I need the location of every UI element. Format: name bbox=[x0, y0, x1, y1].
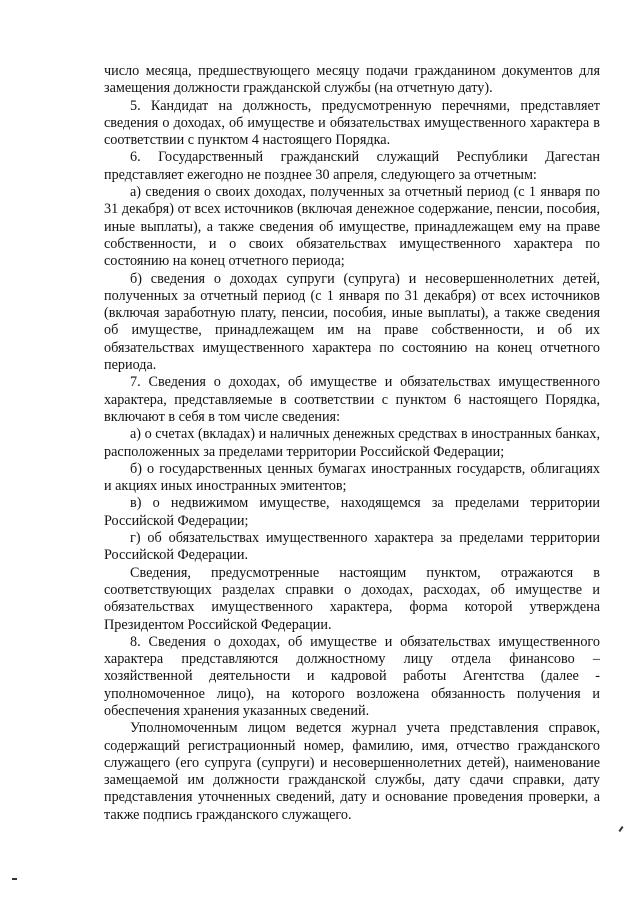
paragraph-7-note: Сведения, предусмотренные настоящим пунктом, отражаются в соответствующих разделах справки о доходах, расходах, об имуществе и обязательствах имущественного характера, форма которой утверждена Президентом Российской Федерации. bbox=[104, 564, 600, 633]
paragraph-7v: в) о недвижимом имуществе, находящемся за пределами территории Российской Федерации; bbox=[104, 495, 600, 529]
paragraph-6b: б) сведения о доходах супруги (супруга) и несовершеннолетних детей, полученных за отчетный период (с 1 января по 31 декабря) от всех источников (включая заработную плату, пенсии, пособия, иные выплаты), а также сведения об имуществе, принадлежащем им на праве собственности, и об их обязательствах имущественного характера по состоянию на конец отчетного периода. bbox=[104, 270, 600, 374]
paragraph-7b: б) о государственных ценных бумагах иностранных государств, облигациях и акциях иных иностранных эмитентов; bbox=[104, 460, 600, 495]
paragraph-8-journal: Уполномоченным лицом ведется журнал учета представления справок, содержащий регистрационный номер, фамилию, имя, отчество гражданского служащего (его супруга (супруги) и несовершеннолетних детей), наименование замещаемой им должности гражданской службы, дату сдачи справки, дату представления уточненных сведений, дату и основание проведения проверки, а также подпись гражданского служащего. bbox=[104, 720, 600, 823]
document-page bbox=[104, 63, 600, 824]
paragraph-6: 6. Государственный гражданский служащий Республики Дагестан представляет ежегодно не позднее 30 апреля, следующего за отчетным: bbox=[104, 149, 600, 183]
paragraph-5: 5. Кандидат на должность, предусмотренную перечнями, представляет сведения о доходах, об имуществе и обязательствах имущественного характера в соответствии с пунктом 4 настоящего Порядка. bbox=[104, 97, 600, 149]
paragraph-7: 7. Сведения о доходах, об имуществе и обязательствах имущественного характера, представляемые в соответствии с пунктом 6 настоящего Порядка, включают в себя в том числе сведения: bbox=[104, 374, 600, 425]
paragraph-7g: г) об обязательствах имущественного характера за пределами территории Российской Федерации. bbox=[104, 530, 600, 564]
paragraph-continuation: число месяца, предшествующего месяцу подачи гражданином документов для замещения должности гражданской службы (на отчетную дату). bbox=[104, 63, 600, 97]
paragraph-6a: а) сведения о своих доходах, полученных за отчетный период (с 1 января по 31 декабря) от всех источников (включая денежное содержание, пенсии, пособия, иные выплаты), а также сведения об имуществе, принадлежащем ему на праве собственности, и о своих обязательствах имущественного характера по состоянию на конец отчетного периода; bbox=[104, 184, 600, 270]
scan-mark-left bbox=[12, 878, 17, 880]
paragraph-7a: а) о счетах (вкладах) и наличных денежных средствах в иностранных банках, расположенных за пределами территории Российской Федерации; bbox=[104, 426, 600, 460]
paragraph-8: 8. Сведения о доходах, об имуществе и обязательствах имущественного характера представляются должностному лицу отдела финансово – хозяйственной деятельности и кадровой работы Агентства (далее - уполномоченное лицо), на которого возложена обязанность получения и обеспечения хранения указанных сведений. bbox=[104, 633, 600, 719]
scan-mark-right bbox=[618, 826, 623, 832]
